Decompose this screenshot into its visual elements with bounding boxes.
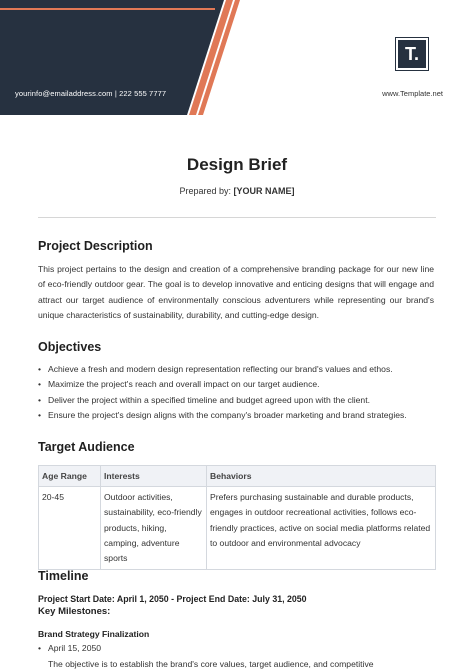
header-banner xyxy=(0,0,474,115)
objective-item: • Ensure the project's design aligns with the company's broader marketing and brand strategies. xyxy=(38,408,436,423)
document-title: Design Brief xyxy=(186,155,288,174)
milestone-details xyxy=(38,641,436,656)
cell-behaviors: Prefers purchasing sustainable and durable products, engages in outdoor recreational activities, follows eco-friendly practices, active on social media platforms related to outdoor and environmental advocacy xyxy=(207,487,436,570)
milestone-text: The objective is to establish the brand's core values, target audience, and competitive xyxy=(48,659,374,669)
project-description-text: This project pertains to the design and creation of a comprehensive branding package for our new line of eco-friendly outdoor gear. The goal is to develop innovative and enticing designs that will engage and attract our target audience of environmentally conscious adventurers while representing our brand's unique characteristics of sustainability, durability, and cutting-edge design. xyxy=(38,264,434,320)
target-audience-heading: Target Audience xyxy=(38,440,135,454)
table-header-row xyxy=(39,466,436,487)
target-audience-table xyxy=(38,465,436,570)
logo-letter: T. xyxy=(404,43,419,64)
objectives-list xyxy=(38,362,436,423)
cell-age: 20-45 xyxy=(39,487,101,570)
objective-item: • Maximize the project's reach and overall impact on our target audience. xyxy=(38,377,436,392)
cell-interests: Outdoor activities, sustainability, eco-friendly products, hiking, camping, adventure sports xyxy=(101,487,207,570)
title-divider xyxy=(38,217,436,218)
table-row xyxy=(39,487,436,570)
project-description-heading: Project Description xyxy=(38,239,153,253)
key-milestones-heading: Key Milestones: xyxy=(38,606,111,617)
milestone-date: • April 15, 2050 xyxy=(38,641,436,656)
objectives-heading: Objectives xyxy=(38,340,102,354)
prepared-by xyxy=(0,186,474,196)
website-url[interactable]: www.Template.net xyxy=(382,89,443,98)
template-logo xyxy=(396,38,428,70)
project-dates: Project Start Date: April 1, 2050 - Project End Date: July 31, 2050 xyxy=(38,594,307,604)
contact-info: yourinfo@emailaddress.com | 222 555 7777 xyxy=(15,89,167,98)
objective-item: • Achieve a fresh and modern design representation reflecting our brand's values and ethos. xyxy=(38,362,436,377)
column-header-interests: Interests xyxy=(101,466,207,487)
prepared-label: Prepared by: xyxy=(179,186,234,196)
timeline-heading: Timeline xyxy=(38,569,89,583)
objective-item: • Deliver the project within a specified timeline and budget agreed upon with the client. xyxy=(38,393,436,408)
column-header-behaviors: Behaviors xyxy=(207,466,436,487)
milestone-title: Brand Strategy Finalization xyxy=(38,629,150,639)
column-header-age: Age Range xyxy=(39,466,101,487)
prepared-name: [YOUR NAME] xyxy=(233,186,295,196)
